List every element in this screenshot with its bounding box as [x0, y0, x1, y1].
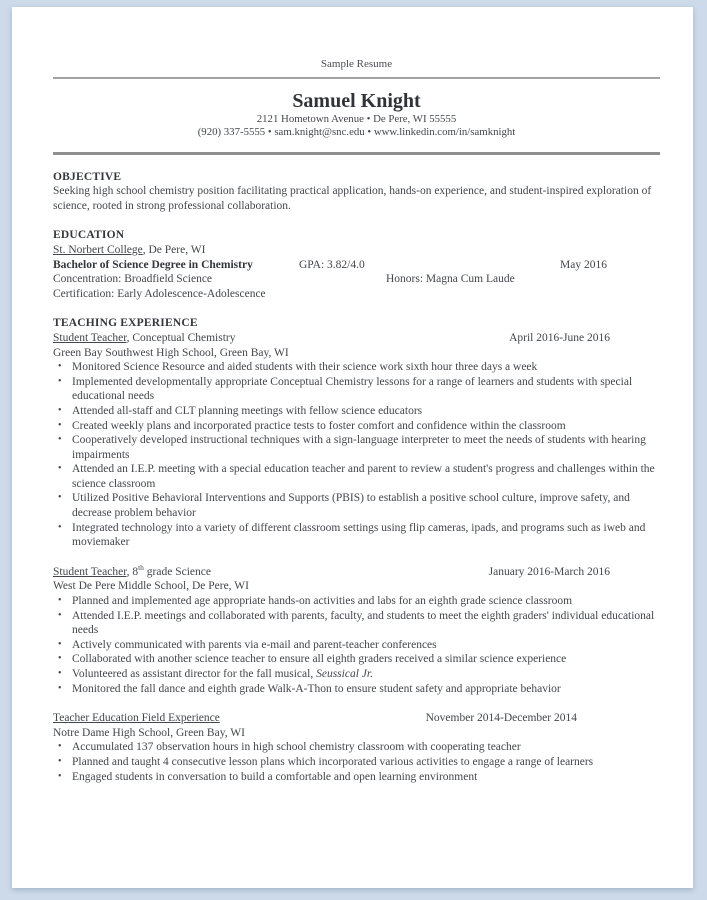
objective-heading: OBJECTIVE	[53, 170, 122, 183]
address-line: 2121 Hometown Avenue • De Pere, WI 55555	[256, 112, 457, 125]
candidate-name: Samuel Knight	[292, 89, 421, 112]
bullet-item: • Actively communicated with parents via e-mail and parent-teacher conferences	[53, 638, 660, 653]
bullet-item: • Engaged students in conversation to build a comfortable and open learning environment	[53, 770, 660, 785]
job-bullet-list	[53, 594, 660, 696]
school-name: St. Norbert College	[53, 243, 143, 256]
experience-heading: TEACHING EXPERIENCE	[53, 317, 198, 330]
objective-text: Seeking high school chemistry position facilitating practical application, hands-on experience, and student-inspired exploration of science, rooted in strong professional collaboration.	[53, 185, 652, 212]
job-entry	[53, 331, 660, 550]
bullet-item: • Collaborated with another science teacher to ensure all eighth graders received a similar science experience	[53, 652, 660, 667]
bullet-item: • Planned and taught 4 consecutive lesson plans which incorporated various activities to engage a range of learners	[53, 755, 660, 770]
objective-section	[53, 170, 660, 214]
bullet-item: • Created weekly plans and incorporated practice tests to foster comfort and confidence within the classroom	[53, 419, 660, 434]
concentration-value: Concentration: Broadfield Science	[53, 273, 213, 286]
job-title: Student Teacher	[53, 331, 127, 344]
bullet-item: • Attended an I.E.P. meeting with a special education teacher and parent to review a student's progress and challenges within the science classroom	[53, 462, 660, 491]
education-section	[53, 228, 660, 301]
job-date: November 2014-December 2014	[425, 712, 577, 725]
bullet-item: • Attended all-staff and CLT planning meetings with fellow science educators	[53, 404, 660, 419]
education-concentration-row	[53, 272, 660, 287]
job-organization: Green Bay Southwest High School, Green Bay, WI	[53, 346, 289, 359]
job-title: Student Teacher	[53, 565, 127, 578]
job-bullet-list	[53, 360, 660, 550]
bullet-item: • Accumulated 137 observation hours in high school chemistry classroom with cooperating teacher	[53, 740, 660, 755]
bullet-item: • Volunteered as assistant director for the fall musical, Seussical Jr.	[53, 667, 660, 682]
bullet-item: • Attended I.E.P. meetings and collaborated with parents, faculty, and students to meet the eighth graders' individual educational needs	[53, 609, 660, 638]
job-organization: Notre Dame High School, Green Bay, WI	[53, 726, 245, 739]
job-bullet-list	[53, 740, 660, 784]
school-location: , De Pere, WI	[142, 243, 206, 256]
job-header-row	[53, 711, 660, 726]
bullet-item: • Monitored the fall dance and eighth grade Walk-A-Thon to ensure student safety and appropriate behavior	[53, 682, 660, 697]
document-label: Sample Resume	[320, 58, 393, 70]
education-heading: EDUCATION	[53, 229, 125, 242]
job-list	[53, 331, 660, 784]
bullet-item: • Cooperatively developed instructional techniques with a sign-language interpreter to meet the needs of students with hearing impairments	[53, 433, 660, 462]
job-subtitle: , Conceptual Chemistry	[126, 331, 236, 344]
bullet-item: • Implemented developmentally appropriate Conceptual Chemistry lessons for a range of learners and students with special educational needs	[53, 375, 660, 404]
job-header-row	[53, 331, 660, 346]
gpa-value: GPA: 3.82/4.0	[299, 258, 365, 271]
education-school-line	[53, 243, 660, 258]
job-entry	[53, 711, 660, 784]
header-top-divider	[53, 77, 660, 79]
education-degree-row	[53, 258, 660, 273]
certification-value: Certification: Early Adolescence-Adolescence	[53, 287, 266, 300]
job-date: January 2016-March 2016	[488, 565, 610, 578]
bullet-item: • Monitored Science Resource and aided students with their science work sixth hour three days a week	[53, 360, 660, 375]
job-subtitle: , 8th grade Science	[126, 563, 211, 578]
bullet-item: • Integrated technology into a variety of different classroom settings using flip cameras, ipads, and programs such as iweb and moviemaker	[53, 521, 660, 550]
job-title: Teacher Education Field Experience	[53, 712, 220, 725]
bullet-item: • Utilized Positive Behavioral Interventions and Supports (PBIS) to establish a positive school culture, improve safety, and decrease problem behavior	[53, 491, 660, 520]
graduation-date: May 2016	[560, 258, 607, 271]
contact-line: (920) 337-5555 • sam.knight@snc.edu • www.linkedin.com/in/samknight	[197, 125, 516, 138]
job-header-row	[53, 565, 660, 580]
honors-value: Honors: Magna Cum Laude	[386, 273, 515, 286]
job-organization: West De Pere Middle School, De Pere, WI	[53, 580, 249, 593]
bullet-item: • Planned and implemented age appropriate hands-on activities and labs for an eighth grade science classroom	[53, 594, 660, 609]
job-date: April 2016-June 2016	[509, 331, 610, 344]
degree-name: Bachelor of Science Degree in Chemistry	[53, 258, 253, 271]
header-bottom-divider	[53, 152, 660, 155]
experience-section	[53, 316, 660, 784]
resume-page	[12, 7, 693, 888]
job-entry	[53, 565, 660, 696]
